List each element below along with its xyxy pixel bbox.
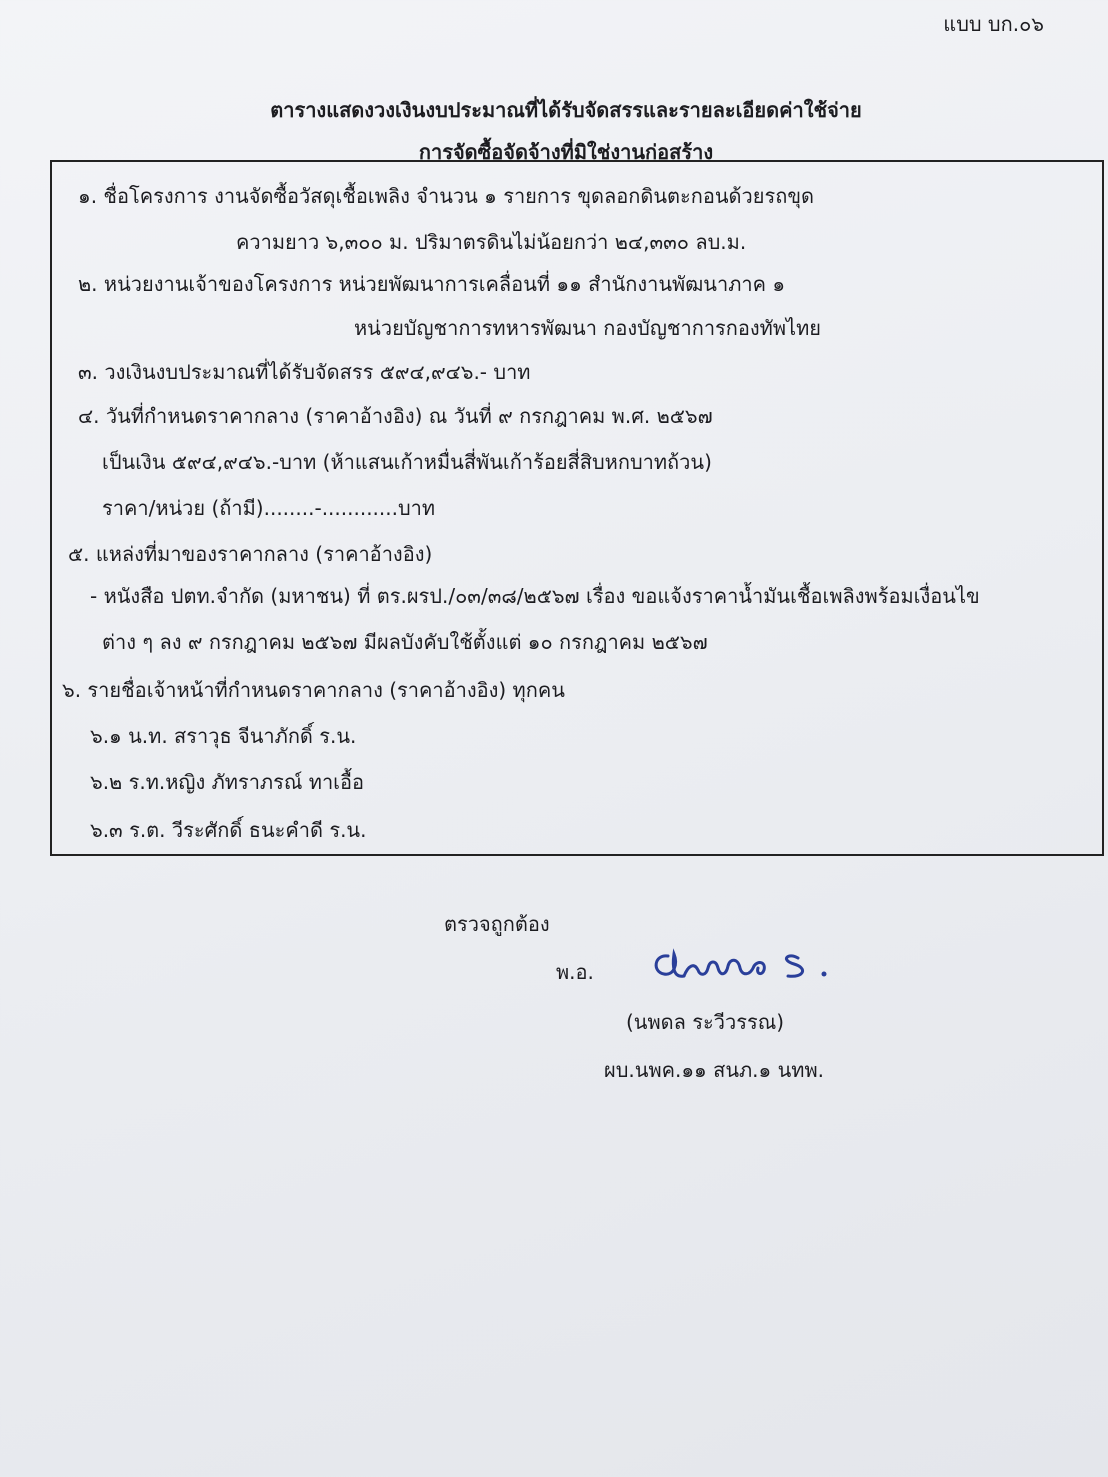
signer-position: ผบ.นพค.๑๑ สนภ.๑ นทพ.: [604, 1058, 824, 1082]
unit-price-line: ราคา/หน่วย (ถ้ามี)........-............บาท: [102, 496, 436, 520]
budget-line: ๓. วงเงินงบประมาณที่ได้รับจัดสรร ๕๙๔,๙๔๖.- บาท: [78, 360, 531, 384]
price-source-heading: ๕. แหล่งที่มาของราคากลาง (ราคาอ้างอิง): [68, 542, 433, 566]
reference-date-line: ๔. วันที่กำหนดราคากลาง (ราคาอ้างอิง) ณ วันที่ ๙ กรกฎาคม พ.ศ. ๒๕๖๗: [78, 404, 713, 428]
verified-label: ตรวจถูกต้อง: [444, 912, 550, 936]
signer-rank: พ.อ.: [556, 960, 594, 984]
official-1: ๖.๑ น.ท. สราวุธ จีนาภักดิ์ ร.น.: [90, 724, 357, 748]
signer-name: (นพดล ระวีวรรณ): [626, 1010, 785, 1034]
price-source-line: - หนังสือ ปตท.จำกัด (มหาชน) ที่ ตร.ผรป./๐๓/๓๘/๒๕๖๗ เรื่อง ขอแจ้งราคาน้ำมันเชื้อเพลิงพร้อมเงื่อนไข: [90, 584, 980, 608]
official-3: ๖.๓ ร.ต. วีระศักดิ์ ธนะคำดี ร.น.: [90, 818, 367, 842]
owner-unit-line: ๒. หน่วยงานเจ้าของโครงการ หน่วยพัฒนาการเคลื่อนที่ ๑๑ สำนักงานพัฒนาภาค ๑: [78, 272, 786, 296]
owner-unit-continued: หน่วยบัญชาการทหารพัฒนา กองบัญชาการกองทัพไทย: [354, 316, 822, 340]
official-2: ๖.๒ ร.ท.หญิง ภัทราภรณ์ ทาเอื้อ: [90, 770, 365, 794]
document-subtitle: การจัดซื้อจัดจ้างที่มิใช่งานก่อสร้าง: [418, 140, 714, 164]
form-code: แบบ บก.๐๖: [943, 12, 1044, 36]
document-title: ตารางแสดงวงเงินงบประมาณที่ได้รับจัดสรรและรายละเอียดค่าใช้จ่าย: [270, 98, 862, 122]
project-name-line: ๑. ชื่อโครงการ งานจัดซื้อวัสดุเชื้อเพลิง จำนวน ๑ รายการ ขุดลอกดินตะกอนด้วยรถขุด: [78, 184, 815, 208]
amount-line: เป็นเงิน ๕๙๔,๙๔๖.-บาท (ห้าแสนเก้าหมื่นสี่พันเก้าร้อยสี่สิบหกบาทถ้วน): [102, 450, 712, 474]
officials-heading: ๖. รายชื่อเจ้าหน้าที่กำหนดราคากลาง (ราคาอ้างอิง) ทุกคน: [62, 678, 565, 702]
price-source-continued: ต่าง ๆ ลง ๙ กรกฎาคม ๒๕๖๗ มีผลบังคับใช้ตั้งแต่ ๑๐ กรกฎาคม ๒๕๖๗: [102, 630, 708, 654]
project-name-continued: ความยาว ๖,๓๐๐ ม. ปริมาตรดินไม่น้อยกว่า ๒๔,๓๓๐ ลบ.ม.: [236, 230, 747, 254]
handwritten-signature: [648, 936, 858, 996]
